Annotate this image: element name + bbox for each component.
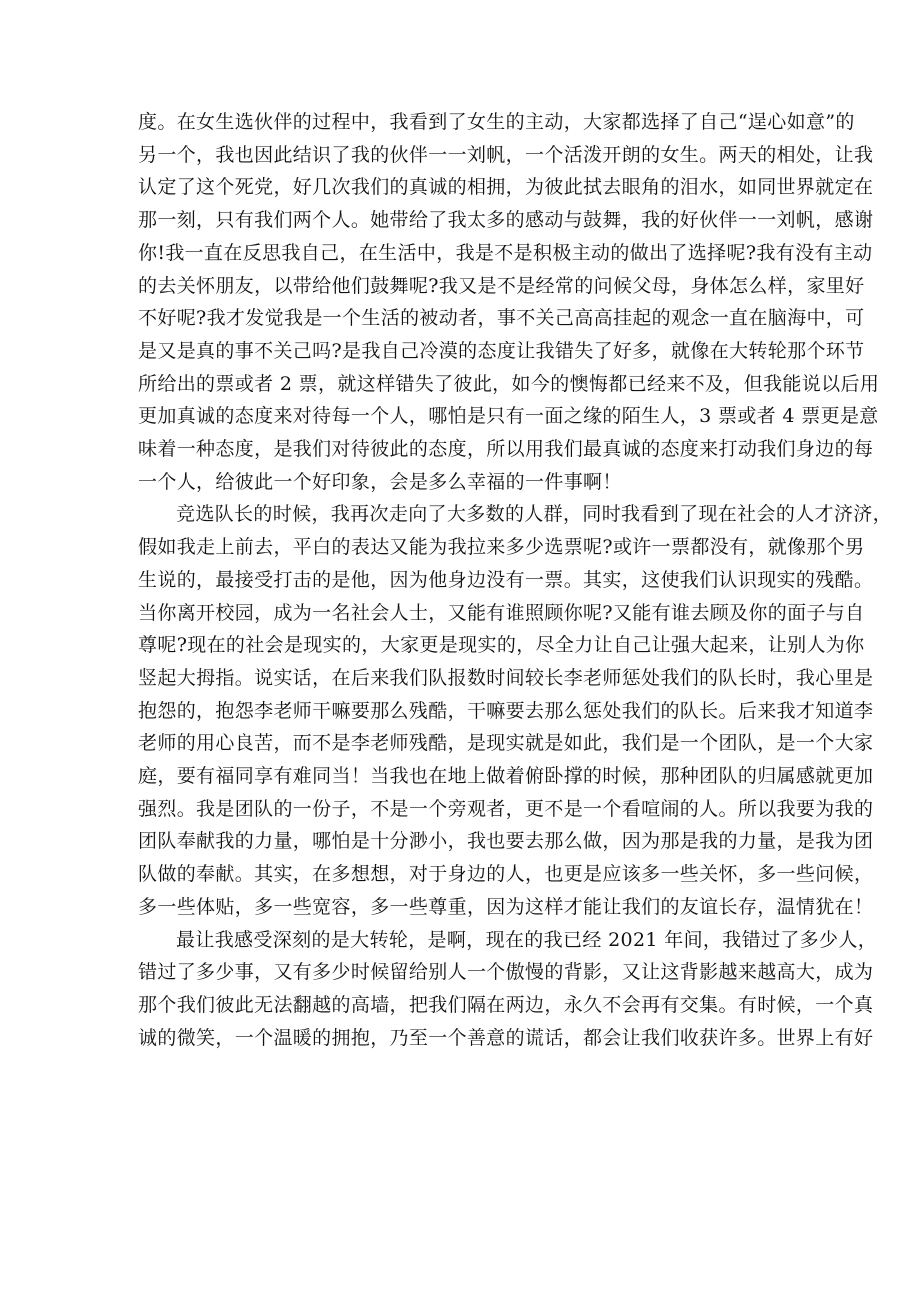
text-line: 所给出的票或者 2 票，就这样错失了彼此，如今的懊悔都已经来不及，但我能说以后用 xyxy=(138,372,880,395)
text-line: 老师的用心良苦，而不是李老师残酷，是现实就是如此，我们是一个团队，是一个大家 xyxy=(138,732,874,755)
text-line: 队做的奉献。其实，在多想想，对于身边的人，也更是应该多一些关怀，多一些问候， xyxy=(138,863,874,886)
text-line: 庭，要有福同享有难同当！当我也在地上做着俯卧撑的时候，那种团队的归属感就更加 xyxy=(138,765,874,788)
text-line: 另一个，我也因此结识了我的伙伴一一刘帆，一个活泼开朗的女生。两天的相处，让我 xyxy=(138,143,874,166)
document-body xyxy=(138,106,892,1054)
text-line: 最让我感受深刻的是大转轮，是啊，现在的我已经 2021 年间，我错过了多少人， xyxy=(176,928,878,951)
text-line: 更加真诚的态度来对待每一个人，哪怕是只有一面之缘的陌生人，3 票或者 4 票更是意 xyxy=(138,405,879,428)
text-line: 不好呢?我才发觉我是一个生活的被动者，事不关己高高挂起的观念一直在脑海中，可 xyxy=(138,307,865,330)
text-line: 认定了这个死党，好几次我们的真诚的相拥，为彼此拭去眼角的泪水，如同世界就定在 xyxy=(138,176,874,199)
text-line: 那个我们彼此无法翻越的高墙，把我们隔在两边，永久不会再有交集。有时候，一个真 xyxy=(138,993,874,1016)
text-line: 竖起大拇指。说实话，在后来我们队报数时间较长李老师惩处我们的队长时，我心里是 xyxy=(138,666,874,689)
text-line: 你!我一直在反思我自己，在生活中，我是不是积极主动的做出了选择呢?我有没有主动 xyxy=(138,241,873,264)
text-line: 多一些体贴，多一些宽容，多一些尊重，因为这样才能让我们的友谊长存，温情犹在！ xyxy=(138,895,874,918)
text-line: 错过了多少事，又有多少时候留给别人一个傲慢的背影，又让这背影越来越高大，成为 xyxy=(138,961,874,984)
text-line: 当你离开校园，成为一名社会人士，又能有谁照顾你呢?又能有谁去顾及你的面子与自 xyxy=(138,601,865,624)
text-line: 竞选队长的时候，我再次走向了大多数的人群，同时我看到了现在社会的人才济济， xyxy=(176,503,892,526)
text-line: 诚的微笑，一个温暖的拥抱，乃至一个善意的谎话，都会让我们收获许多。世界上有好 xyxy=(138,1026,874,1049)
text-line: 强烈。我是团队的一份子，不是一个旁观者，更不是一个看喧闹的人。所以我要为我的 xyxy=(138,797,874,820)
text-line: 一个人，给彼此一个好印象，会是多么幸福的一件事啊！ xyxy=(138,470,622,493)
text-line: 抱怨的，抱怨李老师干嘛要那么残酷，干嘛要去那么惩处我们的队长。后来我才知道李 xyxy=(138,699,874,722)
text-line: 的去关怀朋友，以带给他们鼓舞呢?我又是不是经常的问候父母，身体怎么样，家里好 xyxy=(138,274,865,297)
paragraph-1 xyxy=(138,106,880,498)
text-line: 度。在女生选伙伴的过程中，我看到了女生的主动，大家都选择了自己“逞心如意”的 xyxy=(138,111,855,133)
text-line: 尊呢?现在的社会是现实的，大家更是现实的，尽全力让自己让强大起来，让别人为你 xyxy=(138,634,865,657)
paragraph-3 xyxy=(138,924,878,1055)
text-line: 生说的，最接受打击的是他，因为他身边没有一票。其实，这使我们认识现实的残酷。 xyxy=(138,568,874,591)
text-line: 团队奉献我的力量，哪怕是十分渺小，我也要去那么做，因为那是我的力量，是我为团 xyxy=(138,830,874,853)
text-line: 味着一种态度，是我们对待彼此的态度，所以用我们最真诚的态度来打动我们身边的每 xyxy=(138,438,874,461)
text-line: 假如我走上前去，平白的表达又能为我拉来多少选票呢?或许一票都没有，就像那个男 xyxy=(138,536,865,559)
text-line: 是又是真的事不关己吗?是我自己冷漠的态度让我错失了好多，就像在大转轮那个环节 xyxy=(138,339,865,362)
paragraph-2 xyxy=(138,498,892,923)
text-line: 那一刻，只有我们两个人。她带给了我太多的感动与鼓舞，我的好伙伴一一刘帆，感谢 xyxy=(138,209,874,232)
